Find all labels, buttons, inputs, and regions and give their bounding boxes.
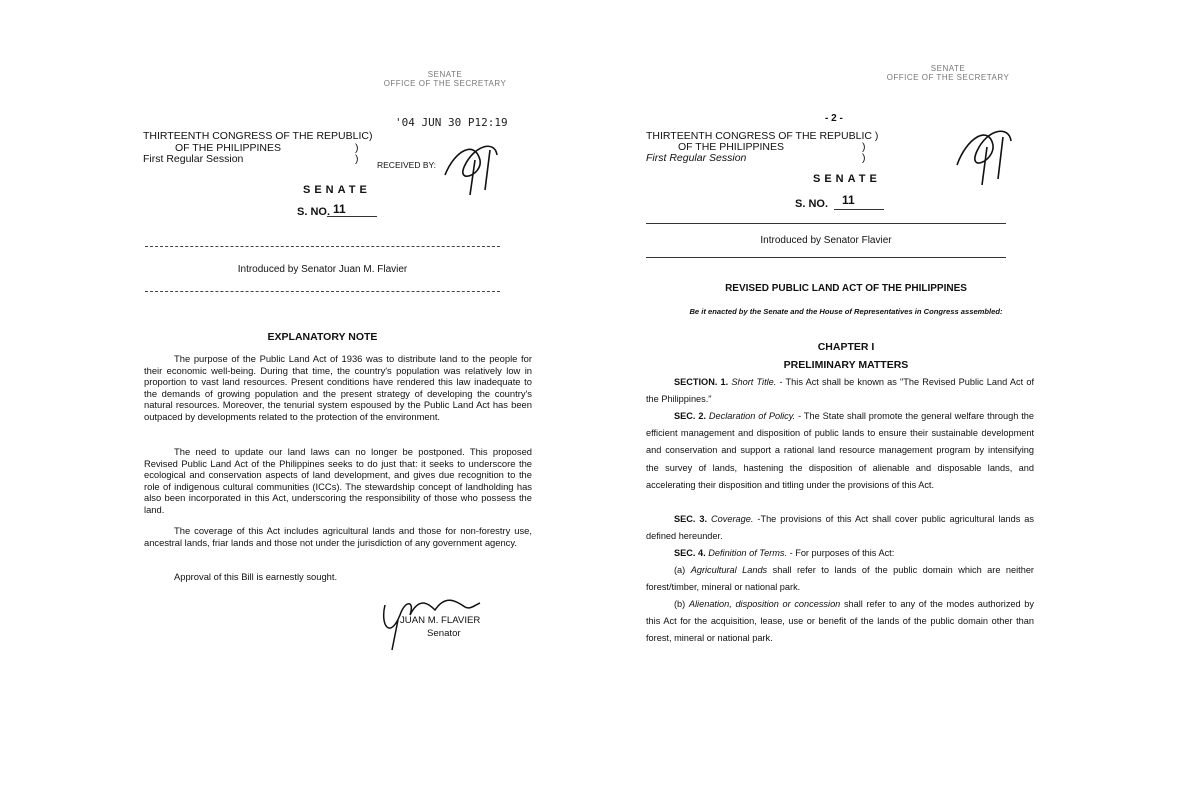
received-signature <box>435 130 505 200</box>
note-paragraph: The purpose of the Public Land Act of 1936 was to distribute land to the people for their economic well-being. During that time, the country's population was relatively low in proportion to vast land resources. Present conditions have rendered this law inadequate to the demands of growing population and the present strategy of developing the country's natural resources. Moreover, the tenurial system espoused by the Public Land Act has been outpaced by developments related to the protection of the environment. <box>144 353 532 422</box>
page-number: - 2 - <box>825 113 843 124</box>
section-title: Short Title. <box>731 377 777 387</box>
section-body: -The provisions of this Act shall cover public agricultural lands as defined hereunder. <box>646 514 1034 542</box>
congress-line2: OF THE PHILIPPINES <box>175 142 281 154</box>
introduced-by: Introduced by Senator Flavier <box>760 235 892 246</box>
section-label: SEC. 3. <box>674 514 708 524</box>
signatory-title: Senator <box>427 628 461 639</box>
session-label: First Regular Session <box>646 152 747 164</box>
section-title: Coverage. <box>711 514 754 524</box>
session-label: First Regular Session <box>143 153 244 165</box>
congress-line1: THIRTEENTH CONGRESS OF THE REPUBLIC) <box>143 130 373 142</box>
stamp-line2: OFFICE OF THE SECRETARY <box>886 73 1010 82</box>
section-label: SEC. 4. <box>674 548 706 558</box>
section-label: SEC. 2. <box>674 411 707 421</box>
sno-value: 11 <box>842 193 855 207</box>
senate-label: SENATE <box>813 173 881 185</box>
definition-label: (b) <box>674 599 686 609</box>
sno-underline <box>834 209 884 210</box>
paren-2: ) <box>862 152 866 164</box>
stamp-line1: SENATE <box>427 70 463 79</box>
divider-bottom <box>145 291 500 292</box>
congress-line2: OF THE PHILIPPINES <box>678 141 784 153</box>
section-body: - For purposes of this Act: <box>787 548 895 558</box>
senate-label: SENATE <box>303 184 371 196</box>
divider-top <box>646 223 1006 224</box>
enacting-clause: Be it enacted by the Senate and the House of Representatives in Congress assembled: <box>689 307 1003 316</box>
note-paragraph: The coverage of this Act includes agricultural lands and those for non-forestry use, ancestral lands, friar lands and those not under the jurisdiction of any government agency. <box>144 525 532 548</box>
secretary-stamp <box>883 64 1013 82</box>
section-title: Declaration of Policy. <box>708 411 796 421</box>
divider-top <box>145 246 500 247</box>
sno-label: S. NO. <box>297 206 331 218</box>
section-title: Definition of Terms. <box>708 548 788 558</box>
signatory-name: JUAN M. FLAVIER <box>400 615 481 626</box>
section-4 <box>646 545 1034 562</box>
definition-a <box>646 562 1034 596</box>
definition-b <box>646 596 1034 648</box>
received-by-label: RECEIVED BY: <box>377 160 437 170</box>
paren-2: ) <box>355 153 359 165</box>
chapter-label: CHAPTER I <box>817 341 875 353</box>
note-paragraph: Approval of this Bill is earnestly sought. <box>174 571 338 582</box>
section-body: - The State shall promote the general welfare through the efficient management and disposition of public lands to ensure their sustainable development and conservation and support a rational land resource management program by intensifying the survey of lands, hastening the disposition of alienable and disposable lands, and accelerating their disposition and titling under the provisions of this Act. <box>646 411 1034 490</box>
section-body: - This Act shall be known as "The Revised Public Land Act of the Philippines." <box>646 377 1034 405</box>
congress-line1: THIRTEENTH CONGRESS OF THE REPUBLIC ) <box>646 130 879 142</box>
received-signature <box>945 115 1020 190</box>
section-3 <box>646 511 1034 545</box>
definition-body: shall refer to any of the modes authorized by this Act for the acquisition, lease, use or benefit of the lands of the public domain other than forest, mineral or national park. <box>646 599 1035 644</box>
right-page <box>600 0 1200 785</box>
definition-label: (a) <box>674 565 686 575</box>
paren-1: ) <box>862 141 866 153</box>
stamp-line2: OFFICE OF THE SECRETARY <box>383 79 507 88</box>
act-title: REVISED PUBLIC LAND ACT OF THE PHILIPPINES <box>725 283 967 294</box>
definition-term: Agricultural Lands <box>690 565 768 575</box>
divider-bottom <box>646 257 1006 258</box>
sno-value: 11 <box>333 202 346 216</box>
definition-body: shall refer to lands of the public domain which are neither forest/timber, mineral or national park. <box>646 565 1034 593</box>
introduced-by: Introduced by Senator Juan M. Flavier <box>237 264 408 275</box>
section-1 <box>646 374 1034 408</box>
explanatory-note-title: EXPLANATORY NOTE <box>267 331 378 343</box>
section-label: SECTION. 1. <box>674 377 729 387</box>
paren-1: ) <box>355 142 359 154</box>
definition-term: Alienation, disposition or concession <box>688 599 841 609</box>
stamp-line1: SENATE <box>930 64 966 73</box>
stamp-date: '04 JUN 30 P12:19 <box>395 116 508 129</box>
sno-label: S. NO. <box>795 198 829 210</box>
note-paragraph: The need to update our land laws can no longer be postponed. This proposed Revised Public Land Act of the Philippines seeks to do just that: it seeks to underscore the ecological and conservation aspects of land development, and gives due recognition to the role of indigenous cultural communities (ICCs). The stewardship concept of landholding has also been incorporated in this Act, underscoring the responsibility of those who possess the land. <box>144 446 532 515</box>
secretary-stamp <box>375 70 515 88</box>
section-2 <box>646 408 1034 494</box>
chapter-title: PRELIMINARY MATTERS <box>783 359 909 371</box>
sno-underline <box>327 216 377 217</box>
